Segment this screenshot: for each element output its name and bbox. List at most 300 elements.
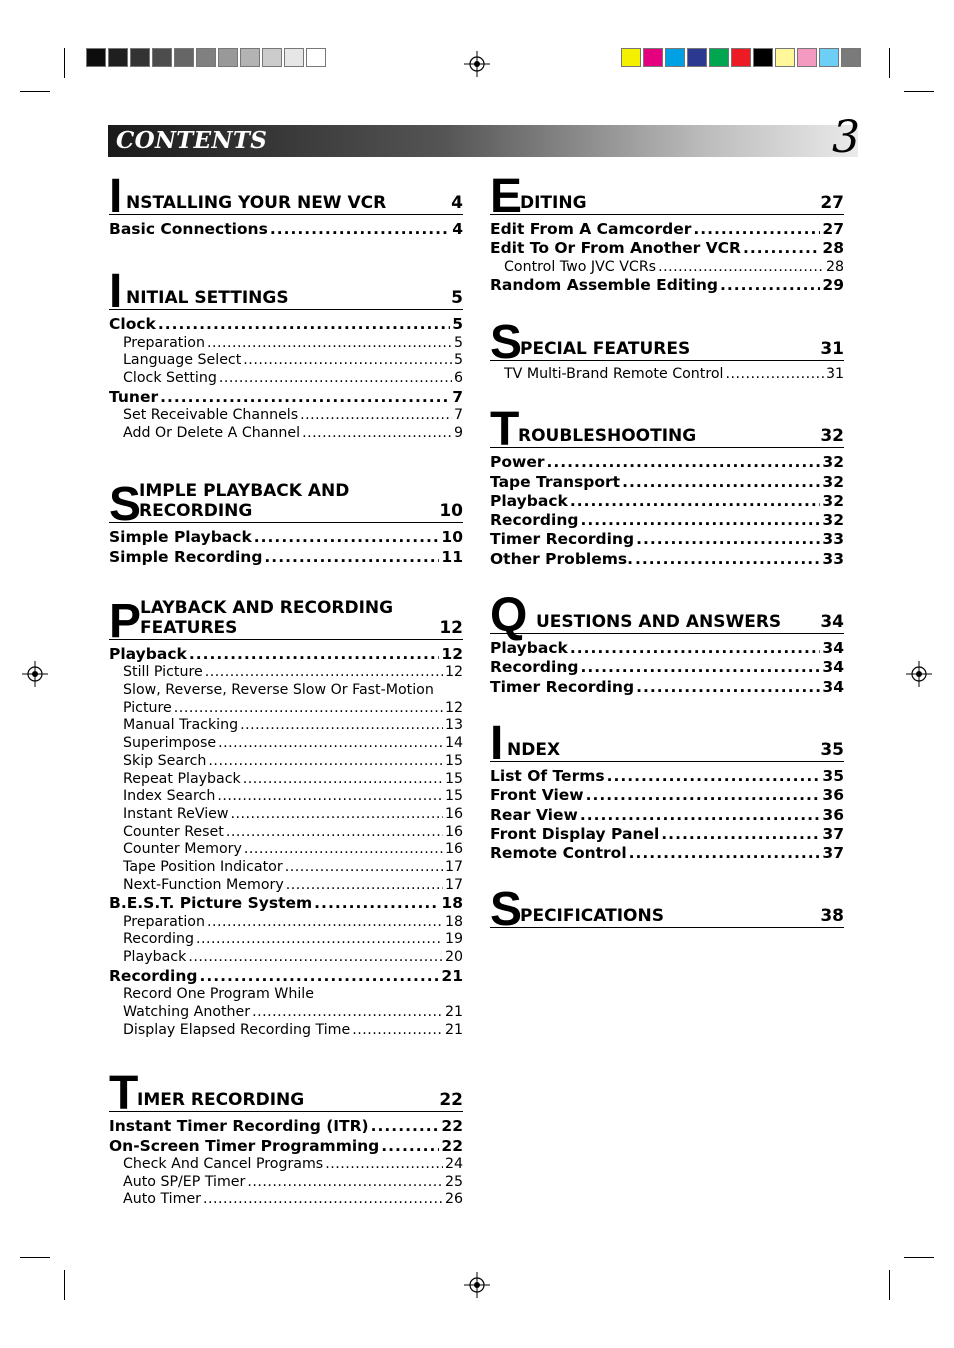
entry-label: Next-Function Memory xyxy=(123,876,284,893)
toc-entry[interactable] xyxy=(490,639,844,658)
section-title-box xyxy=(520,907,664,927)
toc-subentry[interactable] xyxy=(109,824,463,842)
section-heading xyxy=(490,166,844,223)
entry-label: Simple Recording xyxy=(109,547,263,566)
entry-page-number: 17 xyxy=(444,859,463,876)
dot-leader xyxy=(243,771,443,789)
entry-label: Tape Transport xyxy=(490,472,621,491)
toc-subentry[interactable] xyxy=(109,335,463,353)
entry-label: Instant ReView xyxy=(123,805,229,822)
dot-leader xyxy=(240,717,443,735)
dot-leader xyxy=(636,530,820,549)
registration-mark-icon xyxy=(22,661,48,687)
toc-entry[interactable] xyxy=(109,894,463,913)
toc-subentry[interactable] xyxy=(109,1156,463,1174)
entry-page-number: 21 xyxy=(444,1021,463,1038)
section-title: NDEX xyxy=(507,739,561,760)
entry-page-number: 12 xyxy=(444,699,463,716)
section-page-number: 22 xyxy=(439,1090,463,1111)
entry-label: Auto Timer xyxy=(123,1191,202,1208)
toc-section xyxy=(109,166,463,239)
section-page-number: 27 xyxy=(820,193,844,213)
dot-leader xyxy=(314,894,439,913)
toc-entry[interactable] xyxy=(490,550,844,569)
dot-leader xyxy=(352,1022,443,1040)
toc-entry[interactable] xyxy=(490,492,844,511)
dot-leader xyxy=(160,388,450,407)
crop-mark xyxy=(20,91,50,92)
entry-page-number: 34 xyxy=(822,677,844,696)
section-initial: S xyxy=(490,883,522,937)
toc-entry[interactable] xyxy=(490,786,844,805)
toc-section xyxy=(109,462,463,567)
entry-label: Set Receivable Channels xyxy=(123,407,299,423)
toc-subentry[interactable] xyxy=(109,352,463,370)
entry-page-number: 32 xyxy=(822,472,844,491)
color-swatch xyxy=(284,48,304,67)
dot-leader xyxy=(252,1004,443,1022)
entry-page-number: 7 xyxy=(453,407,463,423)
entry-page-number: 18 xyxy=(441,894,463,913)
toc-subentry[interactable] xyxy=(490,259,844,277)
section-title-line2: FEATURES xyxy=(140,618,238,638)
toc-subentry[interactable] xyxy=(109,1022,463,1040)
entry-page-number: 17 xyxy=(444,876,463,893)
toc-subentry[interactable] xyxy=(109,806,463,824)
dot-leader xyxy=(743,239,820,258)
section-initial: S xyxy=(490,315,522,369)
page-title: CONTENTS xyxy=(116,127,268,154)
entry-label: Tuner xyxy=(109,387,159,406)
entry-page-number: 36 xyxy=(822,805,844,824)
entry-label: Counter Reset xyxy=(123,823,224,840)
section-title-box xyxy=(520,194,587,214)
section-heading xyxy=(490,312,844,369)
entry-page-number: 6 xyxy=(453,370,463,386)
entry-list xyxy=(490,767,844,863)
toc-entry[interactable] xyxy=(109,1137,463,1156)
dot-leader xyxy=(188,949,443,967)
crop-mark xyxy=(904,91,934,92)
entry-label: Edit To Or From Another VCR xyxy=(490,239,741,258)
entry-page-number: 20 xyxy=(444,949,463,966)
color-swatch xyxy=(797,48,817,67)
entry-page-number: 25 xyxy=(444,1173,463,1190)
section-heading xyxy=(109,166,463,223)
toc-entry[interactable] xyxy=(490,239,844,258)
section-initial: P xyxy=(109,595,141,648)
toc-subentry[interactable] xyxy=(109,771,463,789)
dot-leader xyxy=(226,824,443,842)
entry-label: Recording xyxy=(123,931,194,948)
entry-label: B.E.S.T. Picture System xyxy=(109,894,313,913)
entry-label: Front Display Panel xyxy=(490,824,660,843)
entry-label: Control Two JVC VCRs xyxy=(504,258,657,275)
section-title: NSTALLING YOUR NEW VCR xyxy=(126,193,387,213)
entry-page-number: 16 xyxy=(444,841,463,858)
toc-section xyxy=(490,585,844,697)
color-swatch xyxy=(218,48,238,67)
entry-label: Power xyxy=(490,453,545,472)
color-swatch xyxy=(108,48,128,67)
entry-list xyxy=(109,645,463,1039)
entry-label: Front View xyxy=(490,786,584,805)
entry-page-number: 5 xyxy=(453,334,463,351)
entry-label: Tape Position Indicator xyxy=(123,859,283,876)
grayscale-bar xyxy=(86,48,328,68)
color-swatch xyxy=(775,48,795,67)
entry-label: Other Problems. xyxy=(490,549,634,568)
entry-page-number: 22 xyxy=(441,1117,463,1136)
section-initial: T xyxy=(109,1067,138,1121)
section-title-box xyxy=(140,599,393,639)
dot-leader xyxy=(207,914,443,932)
toc-subentry[interactable] xyxy=(109,1191,463,1209)
dot-leader xyxy=(636,678,820,697)
section-title: PECIFICATIONS xyxy=(520,906,664,927)
entry-page-number: 10 xyxy=(441,528,463,547)
page-number: 3 xyxy=(832,112,860,163)
entry-page-number: 37 xyxy=(822,824,844,843)
right-column xyxy=(490,166,844,937)
toc-entry[interactable] xyxy=(109,315,463,334)
contents-header xyxy=(108,125,858,157)
section-title-line2: RECORDING xyxy=(139,501,253,522)
color-swatch xyxy=(262,48,282,67)
toc-subentry[interactable] xyxy=(109,407,463,425)
section-initial: S xyxy=(109,478,141,532)
toc-entry[interactable] xyxy=(490,658,844,677)
dot-leader xyxy=(580,658,820,677)
dot-leader xyxy=(725,366,823,384)
color-swatch xyxy=(196,48,216,67)
left-column xyxy=(109,166,463,1209)
dot-leader xyxy=(622,473,820,492)
section-initial: T xyxy=(490,403,519,457)
registration-mark-icon xyxy=(464,51,490,77)
color-swatch xyxy=(841,48,861,67)
dot-leader xyxy=(199,967,439,986)
toc-entry[interactable] xyxy=(490,806,844,825)
entry-page-number: 37 xyxy=(822,844,844,863)
section-page-number: 31 xyxy=(820,338,844,359)
crop-mark xyxy=(889,48,890,78)
entry-label: Superimpose xyxy=(123,735,217,752)
entry-label: Timer Recording xyxy=(490,530,635,549)
entry-page-number: 33 xyxy=(822,530,844,549)
dot-leader xyxy=(254,528,440,547)
toc-entry[interactable] xyxy=(109,388,463,407)
toc-entry[interactable] xyxy=(109,528,463,547)
toc-subentry[interactable] xyxy=(109,1174,463,1192)
section-heading xyxy=(109,1063,463,1121)
section-page-number: 10 xyxy=(439,501,463,522)
section-title-box xyxy=(507,741,560,761)
color-swatch xyxy=(86,48,106,67)
toc-subentry[interactable] xyxy=(109,700,463,718)
section-title: ROUBLESHOOTING xyxy=(518,426,697,447)
toc-entry[interactable] xyxy=(109,967,463,986)
toc-subentry[interactable] xyxy=(109,370,463,388)
toc-section xyxy=(490,399,844,569)
crop-mark xyxy=(904,1257,934,1258)
entry-page-number: 21 xyxy=(444,1003,463,1020)
section-heading xyxy=(109,579,463,648)
entry-page-number: 29 xyxy=(822,276,844,295)
entry-page-number: 32 xyxy=(822,511,844,530)
toc-entry[interactable] xyxy=(490,825,844,844)
section-page-number: 5 xyxy=(451,288,463,309)
crop-mark xyxy=(889,1270,890,1300)
entry-label: Index Search xyxy=(123,788,216,805)
dot-leader xyxy=(580,511,820,530)
toc-entry[interactable] xyxy=(109,548,463,567)
toc-entry[interactable] xyxy=(490,473,844,492)
section-initial: I xyxy=(490,716,503,770)
section-title-box xyxy=(520,340,690,360)
toc-subentry[interactable] xyxy=(109,753,463,771)
section-title: NITIAL SETTINGS xyxy=(126,288,289,309)
entry-page-number: 15 xyxy=(444,788,463,805)
section-title-box xyxy=(536,613,781,633)
color-swatch xyxy=(709,48,729,67)
toc-section xyxy=(109,261,463,442)
section-title-box xyxy=(137,1091,304,1111)
color-swatch xyxy=(240,48,260,67)
toc-entry[interactable] xyxy=(490,220,844,239)
color-bar xyxy=(621,48,863,68)
toc-subentry[interactable] xyxy=(109,717,463,735)
toc-subentry[interactable] xyxy=(109,664,463,682)
toc-entry-text: Record One Program While xyxy=(123,986,314,1003)
toc-section xyxy=(109,1063,463,1209)
dot-leader xyxy=(207,335,452,353)
entry-list xyxy=(490,366,844,384)
entry-page-number: 35 xyxy=(822,766,844,785)
dot-leader xyxy=(270,220,450,239)
entry-label: Recording xyxy=(109,966,198,985)
toc-subentry[interactable] xyxy=(109,877,463,895)
entry-list xyxy=(109,1117,463,1209)
entry-list xyxy=(109,315,463,442)
toc-entry[interactable] xyxy=(490,844,844,863)
entry-page-number: 9 xyxy=(453,424,463,441)
entry-page-number: 15 xyxy=(444,770,463,787)
color-swatch xyxy=(753,48,773,67)
entry-label: Manual Tracking xyxy=(123,717,239,734)
entry-label: Recording xyxy=(490,511,579,530)
section-title: LAYBACK AND RECORDING xyxy=(140,598,394,618)
entry-page-number: 27 xyxy=(822,220,844,238)
dot-leader xyxy=(286,877,443,895)
section-page-number: 32 xyxy=(820,426,844,447)
section-page-number: 4 xyxy=(451,193,463,213)
entry-page-number: 12 xyxy=(444,664,463,681)
entry-label: Playback xyxy=(490,491,568,510)
dot-leader xyxy=(586,786,821,805)
entry-page-number: 32 xyxy=(822,453,844,472)
section-initial: I xyxy=(109,265,122,319)
section-initial: Q xyxy=(490,589,527,643)
toc-section xyxy=(490,713,844,863)
entry-page-number: 11 xyxy=(441,547,463,566)
entry-list xyxy=(109,528,463,567)
dot-leader xyxy=(174,700,443,718)
entry-label: Playback xyxy=(490,639,568,658)
toc-entry[interactable] xyxy=(490,678,844,697)
entry-label: Instant Timer Recording (ITR) xyxy=(109,1117,369,1136)
section-title-box xyxy=(518,427,696,447)
entry-label: Playback xyxy=(109,645,187,663)
color-swatch xyxy=(130,48,150,67)
dot-leader xyxy=(658,259,824,277)
section-title-box xyxy=(139,482,349,522)
toc-subentry[interactable] xyxy=(490,366,844,384)
toc-subentry[interactable] xyxy=(109,788,463,806)
crop-mark xyxy=(20,1257,50,1258)
entry-label: Rear View xyxy=(490,805,578,824)
entry-label: Timer Recording xyxy=(490,677,635,696)
toc-subentry[interactable] xyxy=(109,1004,463,1022)
section-title: DITING xyxy=(520,193,587,213)
toc-entry[interactable] xyxy=(109,645,463,664)
entry-page-number: 4 xyxy=(452,220,463,238)
entry-label: List Of Terms xyxy=(490,766,605,785)
dot-leader xyxy=(371,1117,440,1136)
entry-label: Basic Connections xyxy=(109,220,268,238)
section-page-number: 38 xyxy=(820,906,844,927)
entry-page-number: 12 xyxy=(441,645,463,663)
section-heading xyxy=(490,399,844,457)
dot-leader xyxy=(196,931,443,949)
entry-label: Counter Memory xyxy=(123,841,242,858)
toc-entry[interactable] xyxy=(490,511,844,530)
toc-entry[interactable] xyxy=(109,220,463,239)
dot-leader xyxy=(205,664,443,682)
toc-entry[interactable] xyxy=(490,530,844,549)
entry-page-number: 5 xyxy=(452,315,463,334)
toc-entry-text: Slow, Reverse, Reverse Slow Or Fast-Motion xyxy=(123,682,434,698)
entry-list xyxy=(490,639,844,697)
entry-label: Preparation xyxy=(123,913,205,930)
entry-page-number: 34 xyxy=(822,639,844,658)
registration-mark-icon xyxy=(906,661,932,687)
entry-list xyxy=(490,220,844,296)
entry-label: On-Screen Timer Programming xyxy=(109,1136,380,1155)
dot-leader xyxy=(158,315,450,334)
entry-page-number: 34 xyxy=(822,658,844,677)
entry-label: Recording xyxy=(490,658,579,677)
toc-entry[interactable] xyxy=(490,767,844,786)
entry-label: Simple Playback xyxy=(109,528,252,547)
color-swatch xyxy=(731,48,751,67)
dot-leader xyxy=(661,825,820,844)
section-page-number: 34 xyxy=(820,612,844,633)
toc-subentry[interactable] xyxy=(109,859,463,877)
crop-mark xyxy=(64,48,65,78)
entry-page-number: 36 xyxy=(822,786,844,805)
dot-leader xyxy=(580,806,821,825)
dot-leader xyxy=(635,550,820,569)
section-initial: E xyxy=(490,170,522,223)
dot-leader xyxy=(203,1191,443,1209)
entry-label: Playback xyxy=(123,949,187,966)
entry-label: Add Or Delete A Channel xyxy=(123,424,301,441)
entry-page-number: 33 xyxy=(822,549,844,568)
dot-leader xyxy=(607,767,821,786)
toc-subentry[interactable] xyxy=(109,735,463,753)
entry-page-number: 28 xyxy=(822,239,844,258)
color-swatch xyxy=(174,48,194,67)
entry-page-number: 5 xyxy=(453,352,463,369)
dot-leader xyxy=(244,841,443,859)
dot-leader xyxy=(693,220,820,239)
entry-page-number: 21 xyxy=(441,966,463,985)
section-heading xyxy=(490,585,844,643)
entry-page-number: 16 xyxy=(444,805,463,822)
toc-entry[interactable] xyxy=(490,276,844,295)
entry-label: Auto SP/EP Timer xyxy=(123,1173,246,1190)
toc-subentry[interactable] xyxy=(109,949,463,967)
dot-leader xyxy=(325,1156,443,1174)
section-page-number: 12 xyxy=(439,618,463,638)
dot-leader xyxy=(570,492,821,511)
dot-leader xyxy=(629,844,821,863)
entry-list xyxy=(490,453,844,569)
entry-page-number: 28 xyxy=(825,258,844,275)
section-page-number: 35 xyxy=(820,739,844,760)
entry-label: Language Select xyxy=(123,352,242,369)
entry-page-number: 7 xyxy=(452,387,463,406)
dot-leader xyxy=(720,276,820,295)
entry-label: Repeat Playback xyxy=(123,770,241,787)
section-title: UESTIONS AND ANSWERS xyxy=(536,612,782,633)
toc-section xyxy=(109,579,463,1039)
color-swatch xyxy=(819,48,839,67)
dot-leader xyxy=(208,753,443,771)
entry-label: Remote Control xyxy=(490,844,627,863)
registration-mark-icon xyxy=(464,1272,490,1298)
toc-subentry[interactable] xyxy=(109,914,463,932)
entry-label: Check And Cancel Programs xyxy=(123,1155,324,1172)
entry-page-number: 26 xyxy=(444,1191,463,1208)
dot-leader xyxy=(189,645,440,664)
dot-leader xyxy=(217,788,443,806)
color-swatch xyxy=(687,48,707,67)
dot-leader xyxy=(302,425,452,443)
entry-page-number: 32 xyxy=(822,491,844,510)
entry-list xyxy=(109,220,463,239)
toc-subentry[interactable] xyxy=(109,425,463,443)
dot-leader xyxy=(219,370,452,388)
dot-leader xyxy=(264,548,439,567)
entry-page-number: 13 xyxy=(444,717,463,734)
toc-section xyxy=(490,312,844,384)
toc-subentry[interactable] xyxy=(109,931,463,949)
dot-leader xyxy=(381,1137,439,1156)
section-heading xyxy=(490,713,844,770)
toc-entry[interactable] xyxy=(490,453,844,472)
toc-entry[interactable] xyxy=(109,1117,463,1136)
section-heading xyxy=(109,261,463,319)
entry-label: Random Assemble Editing xyxy=(490,276,718,295)
toc-subentry[interactable] xyxy=(109,841,463,859)
entry-page-number: 18 xyxy=(444,913,463,930)
entry-label: Clock xyxy=(109,315,156,334)
section-heading xyxy=(109,462,463,532)
dot-leader xyxy=(247,1174,443,1192)
dot-leader xyxy=(231,806,443,824)
